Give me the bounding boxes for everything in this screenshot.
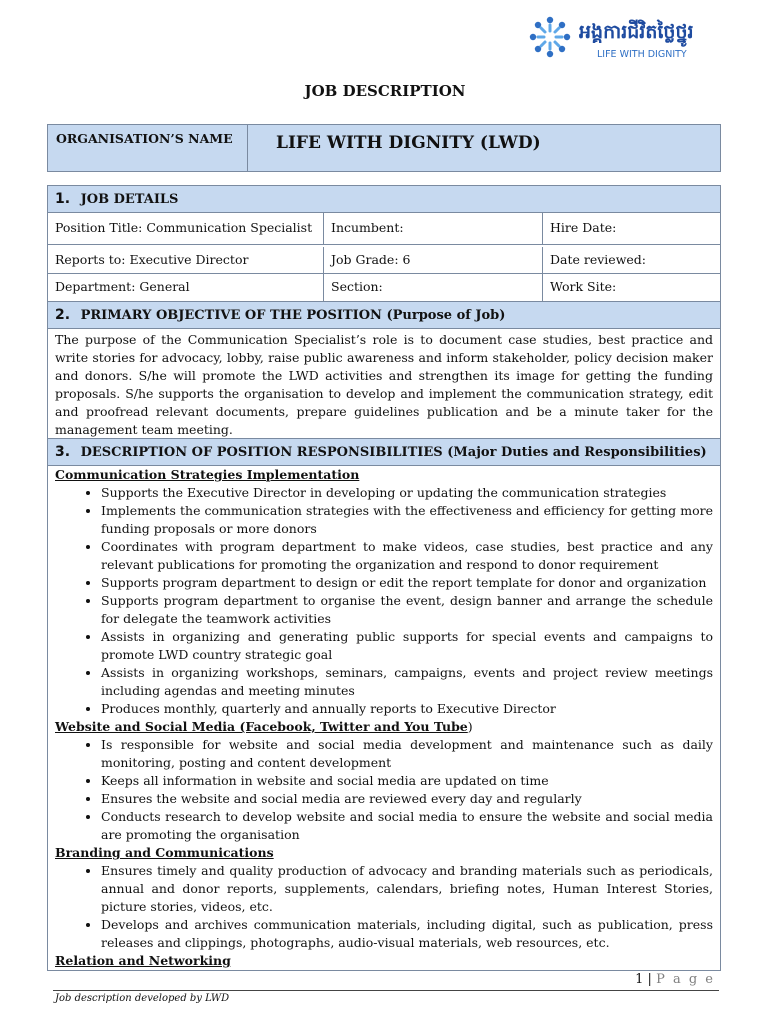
- list-item: • Is responsible for website and social media development and maintenance such as daily monitoring, posting and content development: [101, 736, 713, 772]
- bullet-list: [55, 484, 713, 718]
- position-title-cell: Position Title: Communication Specialist: [48, 213, 324, 244]
- logo-english-text: LIFE WITH DIGNITY: [597, 49, 687, 60]
- list-item: • Ensures timely and quality production of advocacy and branding materials such as periodicals, annual and donor reports, supplements, calendars, briefing notes, Human Interest Stories, picture stories, videos, etc.: [101, 862, 713, 916]
- department-cell: Department: General: [48, 274, 324, 301]
- list-item: • Implements the communication strategies with the effectiveness and efficiency for getting more funding proposals or more donors: [101, 502, 713, 538]
- footer-divider: [53, 990, 719, 991]
- organisation-box: [47, 124, 721, 172]
- bullet-list: [55, 736, 713, 844]
- work-site-cell: Work Site:: [550, 279, 617, 294]
- page-number: [635, 972, 715, 987]
- list-item: • Develops and archives communication materials, including digital, such as publication, press releases and clippings, photographs, audio-visual materials, web resources, etc.: [101, 916, 713, 952]
- logo-khmer-text: អង្គការជីវិតថ្លៃថ្នូរ: [579, 21, 694, 43]
- page-number-value: 1: [635, 972, 644, 987]
- section-job-details-header: [48, 186, 720, 213]
- people-circle-icon: [527, 14, 573, 60]
- group-heading: Relation and Networking: [55, 953, 231, 968]
- list-item: • Assists in organizing workshops, seminars, campaigns, events and project review meetings including agendas and meeting minutes: [101, 664, 713, 700]
- lwd-logo: [527, 14, 727, 62]
- reports-to-cell: Reports to: Executive Director: [48, 247, 324, 273]
- incumbent-cell: Incumbent:: [324, 213, 543, 244]
- organisation-name: LIFE WITH DIGNITY (LWD): [248, 125, 720, 171]
- section-number: 2.: [55, 307, 71, 323]
- group-heading: Website and Social Media (Facebook, Twitter and You Tube: [55, 719, 468, 734]
- group-heading-wrapper: [55, 718, 713, 736]
- list-item: • Assists in organizing and generating public supports for special events and campaigns to promote LWD country strategic goal: [101, 628, 713, 664]
- page-number-separator: |: [643, 972, 657, 987]
- list-item: • Coordinates with program department to make videos, case studies, best practice and any relevant publications for promoting the organization and respond to donor requirement: [101, 538, 713, 574]
- responsibilities-body: [48, 466, 720, 970]
- section-title: DESCRIPTION OF POSITION RESPONSIBILITIES: [80, 445, 443, 460]
- section-primary-objective-header: [48, 302, 720, 329]
- list-item: • Conducts research to develop website and social media to ensure the website and social media are promoting the organisation: [101, 808, 713, 844]
- section-title: JOB DETAILS: [80, 192, 179, 207]
- list-item: • Produces monthly, quarterly and annually reports to Executive Director: [101, 700, 713, 718]
- job-details-row: [48, 213, 720, 245]
- document-title: JOB DESCRIPTION: [304, 82, 466, 100]
- list-item: • Supports program department to design or edit the report template for donor and organization: [101, 574, 713, 592]
- section-subtitle: (Major Duties and Responsibilities): [447, 445, 707, 460]
- list-item: • Supports program department to organise the event, design banner and arrange the schedule for delegate the teamwork activities: [101, 592, 713, 628]
- group-heading: Branding and Communications: [55, 845, 274, 860]
- section-responsibilities-header: [48, 439, 720, 466]
- job-description-table: [47, 185, 721, 971]
- list-item: • Keeps all information in website and social media are updated on time: [101, 772, 713, 790]
- group-heading-suffix: ): [467, 719, 473, 734]
- bullet-list: [55, 862, 713, 952]
- job-grade-cell: Job Grade: 6: [324, 247, 543, 273]
- page-label: P a g e: [656, 972, 715, 987]
- section-number: 1.: [55, 191, 71, 207]
- organisation-label: ORGANISATION’S NAME: [48, 125, 248, 171]
- job-details-row: [48, 245, 720, 274]
- hire-date-cell: Hire Date:: [550, 220, 617, 235]
- primary-objective-text: The purpose of the Communication Specialist’s role is to document case studies, best practice and write stories for advocacy, lobby, raise public awareness and inform stakeholder, policy decision maker and donors. S/he will promote the LWD activities and strengthen its image for getting the funding proposals. S/he supports the organisation to develop and implement the communication strategy, edit and proofread relevant documents, prepare guidelines publication and be a minute taker for the management team meeting.: [48, 329, 720, 439]
- section-subtitle: (Purpose of Job): [386, 308, 506, 323]
- footer-text: Job description developed by LWD: [55, 993, 230, 1004]
- date-reviewed-cell: Date reviewed:: [550, 252, 647, 267]
- group-heading: Communication Strategies Implementation: [55, 467, 360, 482]
- section-number: 3.: [55, 444, 71, 460]
- list-item: • Supports the Executive Director in developing or updating the communication strategies: [101, 484, 713, 502]
- job-details-row: [48, 274, 720, 302]
- section-cell: Section:: [324, 274, 543, 301]
- section-title: PRIMARY OBJECTIVE OF THE POSITION: [80, 308, 382, 323]
- list-item: • Ensures the website and social media are reviewed every day and regularly: [101, 790, 713, 808]
